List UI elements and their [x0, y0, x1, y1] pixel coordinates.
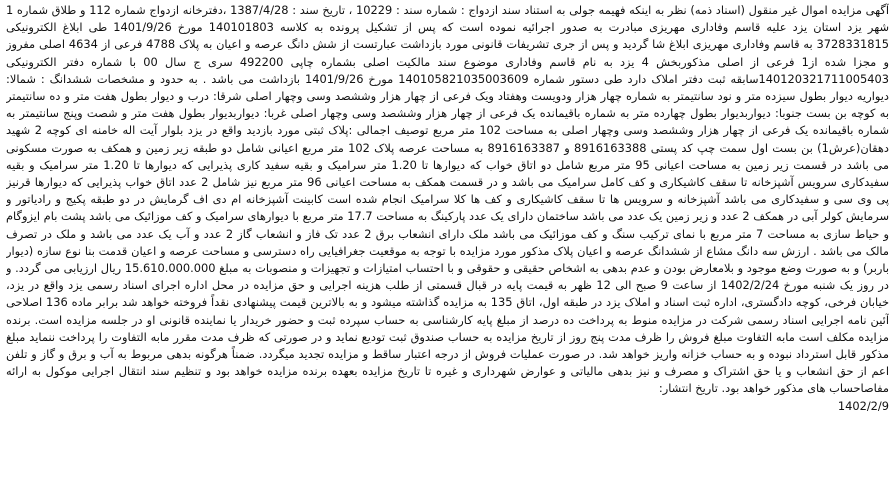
publish-date: 1402/2/9	[837, 398, 889, 413]
notice-body: آگهی مزایده اموال غیر منقول (اسناد ذمه) نظر به اینکه فهیمه جولی به استناد سند ازدواج : شماره سند : 10229 ، تاریخ سند : 1387/4/28 ،دفترخانه ازدواج شماره 112 و طلاق شماره 1 شهر یزد استان یزد علیه قاسم وفاداری مهریزی مبادرت به صدور اجرائیه نموده است که پس از تشکیل پرونده به کلاسه 140101803 مورخ 1401/9/26 طی ابلاغ الکترونیکی 3728331815 به قاسم وفاداری مهریزی ابلاغ شا گردید و پس از جری تشریفات قانونی مورد بازداشت عبارتست از شش دانگ عرصه و اعیان به پلاک 4788 فرعی از 4634 اصلی مفروز و مجزا شده از1 فرعی از اصلی مذکوربخش 4 یزد به نام قاسم وفاداری موضوع سند مالکیت اصلی بشماره چاپی 492200 سری ج سال 00 با شماره دفتر الکترونیکی 140120321711005403سابقه ثبت دفتر املاک دارد طی دستور شماره 140105821035003609 مورخ 1401/9/26 بازداشت می باشد . به حدود و مشخصات ششدانگ : شمالا: دیواریه دیوار بطول سیزده متر و نود سانتیمتر به شماره چهار هزار ودویست وهفتاد ویک فرعی از چهار هزار وششصد وسی وچهار اصلی شرقا: درب و دیوار بطول هفت متر و ده سانتیمتر به کوچه بن بست جنوبا: دیواربدیوار بطول چهارده متر به شماره باقیمانده یک فرعی از چهار هزار وششصد وسی وچهار اصلی غربا: دیواربدیوار بطول هفت متر و شصت وپنج سانتیمتر به شماره باقیمانده یک فرعی از چهار هزار وششصد وسی وچهار اصلی به مساحت 102 متر مربع توصیف اجمالی :پلاک ثبتی مورد بازدید واقع در یزد بلوار آیت اله خامنه ای کوچه 2 شهید دهقان(عرش1) بن بست اول سمت چپ کد پستی 8916163388 و 8916163387 به مساحت عرصه پلاک 102 متر مربع اعیانی شامل دو طبقه زیر زمین و همکف به صورت مسکونی می باشد در قسمت زیر زمین به مساحت اعیانی 95 متر مربع شامل دو اتاق خواب که دیوارها تا 1.20 متر سرامیک و بقیه سفید کاری پذیرایی که دیوارها تا 1.20 متر سرامیک و بقیه سفیدکاری سرویس آشپزخانه تا سقف کاشیکاری و کف کامل سرامیک می باشد و در قسمت همکف به مساحت اعیانی 96 متر مربع نیز شامل 2 عدد اتاق خواب پذیرایی که دیوارها قرنیز پی وی سی و سفیدکاری می باشد آشپزخانه و سرویس ها تا سقف کاشیکاری و کف ها کلا سرامیک انجام شده است کابینت آشپزخانه ام دی اف گرمایش در دو طبقه پکیج و رادیاتور و سرمایش کولر آبی در همکف 2 عدد و زیر زمین یک عدد می باشد ساختمان دارای یک عدد پارکینگ به مساحت 17.7 متر مربع با دیوارهای سرامیک و کف موزائیک می باشد پشت بام ایزوگام و حیاط سازی به مساحت 7 متر مربع با نمای ترکیب سنگ و کف موزائیک می باشد ملک دارای انشعاب برق 2 عدد تک فاز و انشعاب گاز 2 عدد و آب یک عدد می باشد و ملک در تصرف مالک می باشد . ارزش سه دانگ مشاع از ششدانگ عرصه و اعیان پلاک مذکور مورد مزایده با توجه به موقعیت جغرافیایی راه دسترسی و مساحت عرصه و اعیان قدمت بنا نوع سازه (دیوار باربر) و به صورت وضع موجود و بلامعارض بودن و عدم بدهی به اشخاص حقیقی و حقوقی و با احتساب امتیازات و تجهیزات و منصوبات به مبلغ 15.610.000.000 ریال ارزیابی می گردد. و در روز یک شنبه مورخ 1402/2/24 از ساعت 9 صبح الی 12 ظهر به قیمت پایه در قبال قسمتی از طلب هزینه اجرایی و حق مزایده در محل اداره اجرای اسناد رسمی یزد واقع در یزد، خیابان فرخی، کوچه دادگستری، اداره ثبت اسناد و املاک یزد در طبقه اول، اتاق 135 به مزایده گذاشته میشود و به بالاترین قیمت پیشنهادی نقداً فروخته خواهد شد برابر ماده 136 اصلاحی آئین نامه اجرایی اسناد رسمی شرکت در مزایده منوط به پرداخت ده درصد از مبلغ پایه کارشناسی به حساب سپرده ثبت و حضور خریدار یا نماینده قانونی او در جلسه مزایده است. برنده مزایده مکلف است مابه التفاوت مبلغ فروش را ظرف مدت پنج روز از تاریخ مزایده به حساب صندوق ثبت تودیع نماید و در صورتی که ظرف مدت مقرر مابه التفاوت را پرداخت ننماید مبلغ مذکور قابل استرداد نبوده و به حساب خزانه واریز خواهد شد. در صورت عملیات فروش از درجه اعتبار ساقط و مزایده تجدید میگردد. ضمناً هرگونه بدهی مربوط به آب و برق و گاز و تلفن اعم از حق انشعاب و یا حق اشتراک و مصرف و نیز بدهی مالیاتی و عوارض شهرداری و غیره تا تاریخ مزایده بعهده برنده مزایده خواهد بود و تنظیم سند انتقال اجرایی موکول به ارائه مفاصاحساب های مذکور خواهد بود. تاریخ انتشار:	[6, 3, 889, 396]
auction-notice	[6, 2, 889, 488]
